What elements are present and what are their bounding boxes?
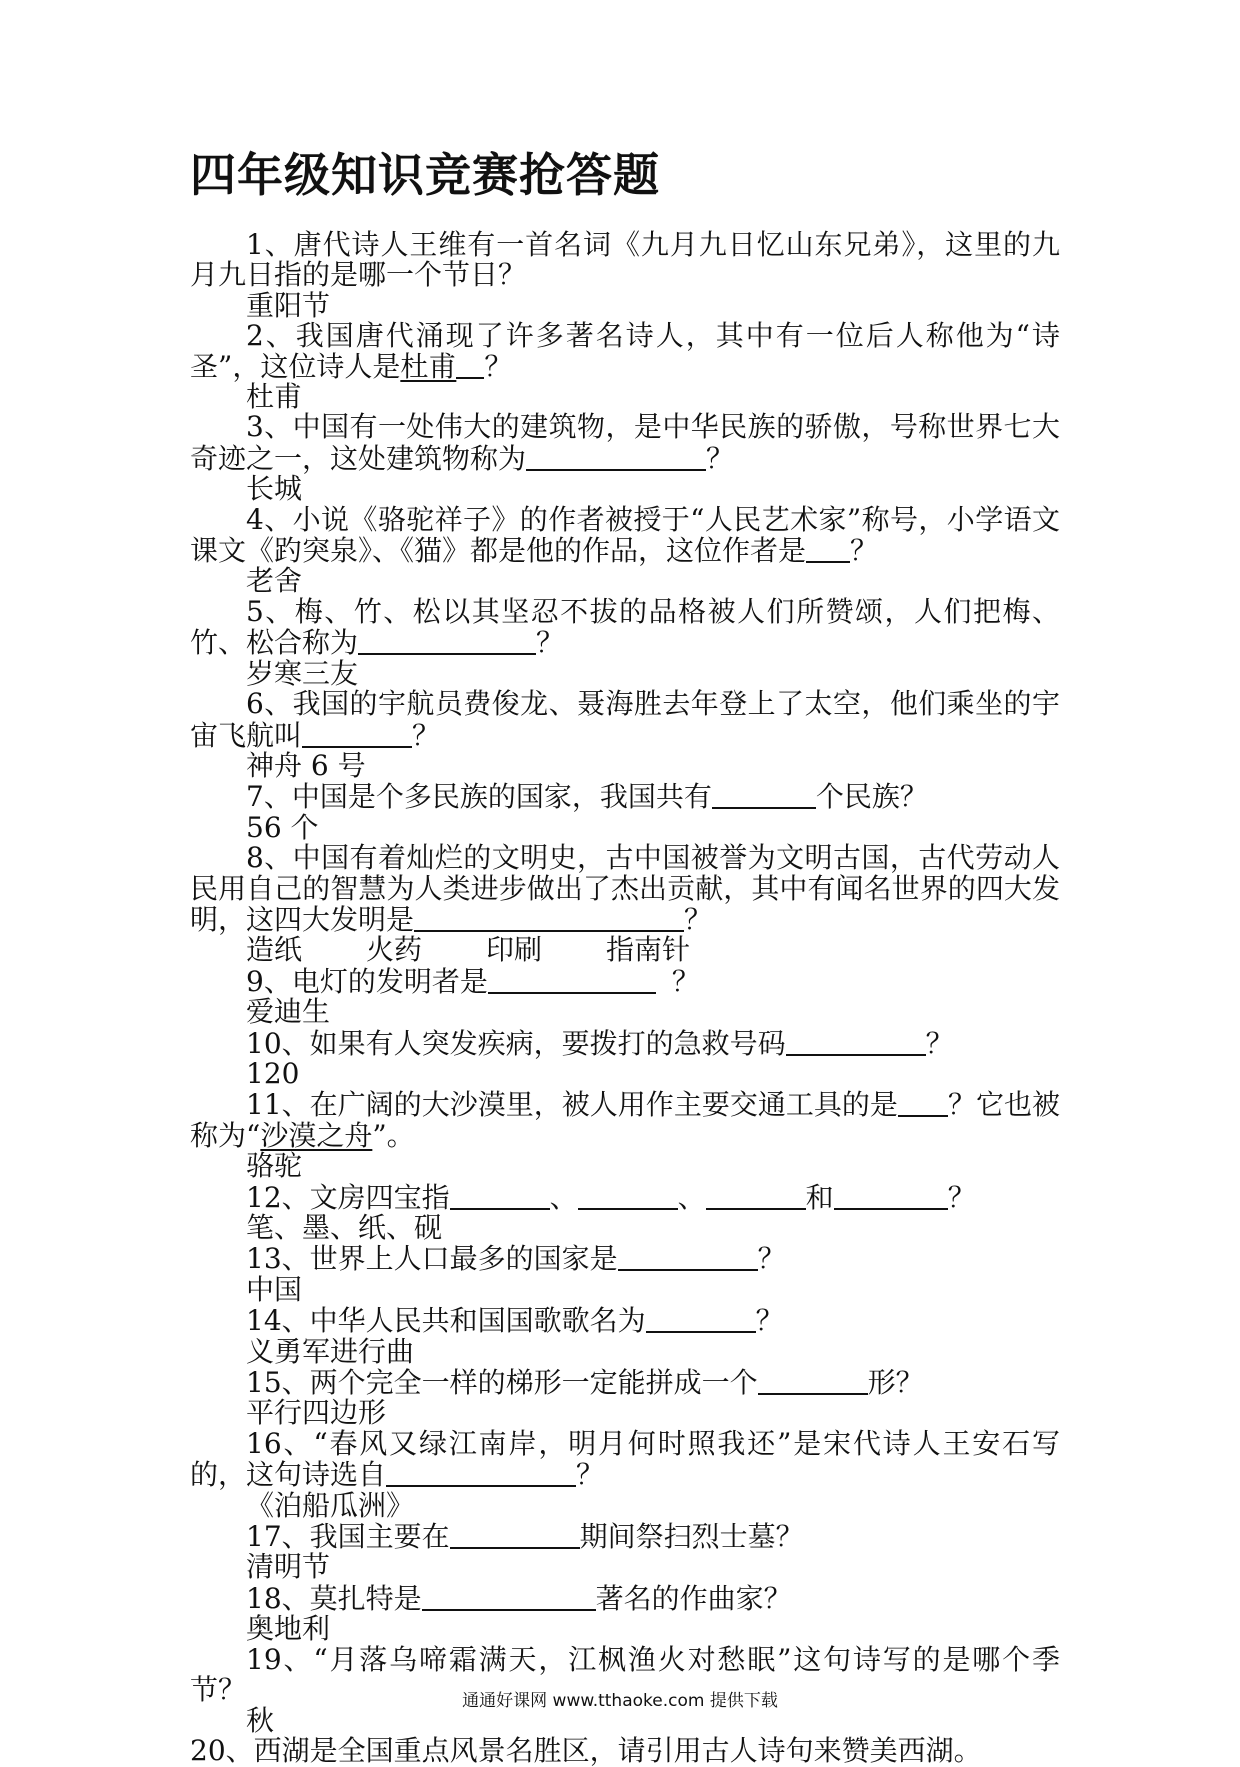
blank-line bbox=[618, 1243, 758, 1271]
question-13-text: 13、世界上人口最多的国家是 bbox=[246, 1242, 618, 1276]
blank-line bbox=[450, 1521, 580, 1549]
answer-8-item: 火药 bbox=[366, 933, 423, 967]
question-18-text: 18、莫扎特是 bbox=[246, 1581, 422, 1615]
answer-18: 奥地利 bbox=[246, 1612, 331, 1646]
answer-8 bbox=[190, 935, 1060, 965]
answer-2: 杜甫 bbox=[246, 380, 303, 414]
answer-9: 爱迪生 bbox=[246, 995, 331, 1029]
question-11-text: 11、在广阔的大沙漠里，被人用作主要交通工具的是 bbox=[246, 1088, 898, 1122]
question-6 bbox=[190, 689, 1060, 751]
answer-3: 长城 bbox=[246, 472, 303, 506]
blank-line bbox=[786, 1028, 926, 1056]
question-17-text: 17、我国主要在 bbox=[246, 1520, 450, 1554]
question-7-text: 7、中国是个多民族的国家，我国共有 bbox=[246, 780, 712, 814]
question-mark: ？ bbox=[684, 902, 713, 936]
question-suffix: 期间祭扫烈士墓？ bbox=[579, 1520, 804, 1554]
separator: 、 bbox=[549, 1180, 578, 1214]
blank-line bbox=[578, 1182, 678, 1210]
question-2-text: 2、我国唐代涌现了许多著名诗人，其中有一位后人称他为“诗圣”，这位诗人是 bbox=[190, 319, 1060, 383]
underlined-phrase: 沙漠之舟 bbox=[260, 1118, 373, 1152]
answer-15: 平行四边形 bbox=[246, 1396, 387, 1430]
answer-8-item: 印刷 bbox=[486, 933, 543, 967]
blank-line bbox=[758, 1367, 868, 1395]
answer-4: 老舍 bbox=[246, 564, 303, 598]
question-8 bbox=[190, 843, 1060, 935]
question-18 bbox=[190, 1583, 1060, 1614]
blank-line bbox=[450, 1182, 550, 1210]
question-10-text: 10、如果有人突发疾病，要拨打的急救号码 bbox=[246, 1026, 786, 1060]
question-mark: ？ bbox=[412, 718, 441, 752]
question-11-mid: ？它也被称为“ bbox=[190, 1088, 1060, 1152]
page-title: 四年级知识竞赛抢答题 bbox=[190, 148, 660, 202]
question-9-text: 9、电灯的发明者是 bbox=[246, 964, 488, 998]
question-16-text: 16、“春风又绿江南岸，明月何时照我还”是宋代诗人王安石写的，这句诗选自 bbox=[190, 1426, 1060, 1492]
question-12 bbox=[190, 1182, 1060, 1213]
blank-line bbox=[834, 1182, 948, 1210]
answer-6: 神舟 6 号 bbox=[246, 748, 366, 782]
page-footer: 通通好课网 www.tthaoke.com 提供下载 bbox=[462, 1691, 778, 1711]
question-mark: ？ bbox=[536, 626, 565, 660]
blank-line bbox=[414, 904, 684, 932]
question-1: 1、唐代诗人王维有一首名词《九月九日忆山东兄弟》，这里的九月九日指的是哪一个节日？ bbox=[190, 228, 1060, 292]
blank-line bbox=[488, 966, 656, 994]
question-4-text: 4、小说《骆驼祥子》的作者被授于“人民艺术家”称号，小学语文课文《趵突泉》、《猫》都是他的作品，这位作者是 bbox=[190, 502, 1060, 568]
question-15-text: 15、两个完全一样的梯形一定能拼成一个 bbox=[246, 1366, 758, 1400]
question-mark: ？ bbox=[947, 1180, 976, 1214]
answer-16: 《泊船瓜洲》 bbox=[246, 1488, 415, 1522]
separator: 、 bbox=[677, 1180, 706, 1214]
question-list bbox=[190, 230, 1060, 1766]
blank-line bbox=[386, 1459, 576, 1487]
question-6-text: 6、我国的宇航员费俊龙、聂海胜去年登上了太空，他们乘坐的宇宙飞航叫 bbox=[190, 687, 1060, 752]
question-mark: ？ bbox=[576, 1458, 605, 1492]
answer-12: 笔、墨、纸、砚 bbox=[246, 1211, 443, 1244]
question-5-text: 5、梅、竹、松以其坚忍不拔的品格被人们所赞颂，人们把梅、竹、松合称为 bbox=[190, 594, 1060, 660]
question-11-end: ”。 bbox=[372, 1118, 415, 1152]
answer-10: 120 bbox=[246, 1056, 300, 1090]
question-suffix: 著名的作曲家？ bbox=[595, 1581, 792, 1615]
blank-line bbox=[806, 535, 850, 563]
question-2 bbox=[190, 321, 1060, 382]
question-17 bbox=[190, 1521, 1060, 1552]
question-12-text: 12、文房四宝指 bbox=[246, 1180, 450, 1214]
blank-line bbox=[706, 1182, 806, 1210]
question-14-text: 14、中华人民共和国国歌歌名为 bbox=[246, 1304, 646, 1338]
question-14 bbox=[190, 1305, 1060, 1336]
question-mark: ？ bbox=[925, 1026, 954, 1060]
question-3-text: 3、中国有一处伟大的建筑物，是中华民族的骄傲，号称世界七大奇迹之一，这处建筑物称为 bbox=[190, 410, 1060, 475]
blank-line bbox=[898, 1089, 948, 1117]
blank-line bbox=[456, 353, 484, 379]
question-mark: ？ bbox=[706, 441, 735, 475]
question-4 bbox=[190, 502, 1060, 568]
answer-19: 秋 bbox=[246, 1703, 275, 1737]
answer-8-item: 指南针 bbox=[606, 933, 691, 967]
conjunction: 和 bbox=[805, 1180, 834, 1214]
question-10 bbox=[190, 1028, 1060, 1059]
question-mark: ？ bbox=[850, 534, 879, 568]
blank-line bbox=[302, 720, 412, 748]
question-mark: ？ bbox=[671, 964, 700, 998]
question-15 bbox=[190, 1367, 1060, 1398]
blank-line bbox=[646, 1305, 756, 1333]
blank-line bbox=[422, 1583, 596, 1611]
question-9 bbox=[190, 966, 1060, 997]
answer-14: 义勇军进行曲 bbox=[246, 1334, 415, 1368]
answer-8-item: 造纸 bbox=[246, 933, 303, 967]
question-suffix: 形？ bbox=[867, 1366, 924, 1400]
answer-7: 56 个 bbox=[246, 810, 319, 844]
question-16 bbox=[190, 1426, 1060, 1492]
underlined-answer: 杜甫 bbox=[400, 349, 457, 383]
answer-5: 岁寒三友 bbox=[246, 656, 359, 690]
question-11 bbox=[190, 1089, 1060, 1151]
question-7 bbox=[190, 781, 1060, 812]
question-5 bbox=[190, 594, 1060, 660]
question-mark: ？ bbox=[484, 349, 513, 383]
question-3 bbox=[190, 412, 1060, 474]
question-19: 19、“月落乌啼霜满天，江枫渔火对愁眠”这句诗写的是哪个季节？ bbox=[190, 1642, 1060, 1707]
question-20: 20、西湖是全国重点风景名胜区，请引用古人诗句来赞美西湖。 bbox=[190, 1733, 982, 1767]
question-suffix: 个民族？ bbox=[815, 780, 928, 814]
answer-11: 骆驼 bbox=[246, 1149, 303, 1183]
question-mark: ？ bbox=[755, 1304, 784, 1338]
blank-line bbox=[358, 627, 536, 655]
answer-13: 中国 bbox=[246, 1272, 303, 1306]
question-8-text: 8、中国有着灿烂的文明史，古中国被誉为文明古国，古代劳动人民用自己的智慧为人类进步做出了杰出贡献，其中有闻名世界的四大发明，这四大发明是 bbox=[190, 841, 1060, 936]
question-13 bbox=[190, 1243, 1060, 1274]
blank-line bbox=[712, 781, 816, 809]
answer-17: 清明节 bbox=[246, 1550, 331, 1584]
answer-1: 重阳节 bbox=[246, 288, 331, 322]
blank-line bbox=[526, 443, 706, 471]
question-mark: ？ bbox=[757, 1242, 786, 1276]
